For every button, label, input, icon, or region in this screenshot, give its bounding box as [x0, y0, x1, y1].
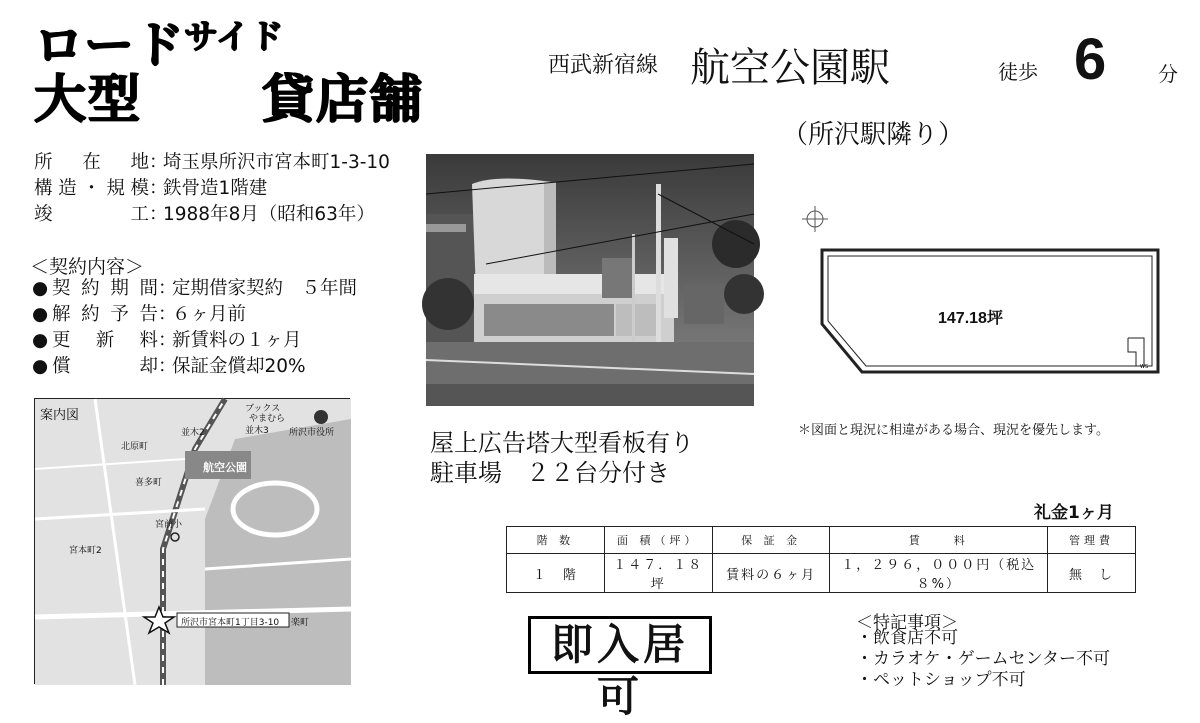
col-deposit-header: 保 証 金 [712, 527, 830, 554]
map-label-namiki3: 並木3 [245, 426, 269, 436]
move-in-stamp: 即入居可 [528, 616, 712, 674]
contract-row: ● 解約予告：６ヶ月前 [32, 302, 357, 328]
map-label-kitanocho: 喜多町 [135, 478, 163, 488]
info-value: 埼玉県所沢市宮本町1-3-10 [163, 152, 390, 173]
map-label-shop-name: やまむら [249, 414, 286, 424]
cell-rent: １，２９６，０００円（税込８%） [830, 554, 1048, 593]
walk-label: 徒歩 [998, 60, 1038, 84]
map-label-miyamotocho2: 宮本町2 [69, 546, 102, 556]
map-title: 案内図 [40, 408, 80, 423]
info-label: 竣工 [34, 204, 149, 225]
walk-minutes: 6 [1074, 27, 1107, 92]
floor-area-label: 147.18坪 [938, 310, 1003, 327]
minutes-unit: 分 [1158, 62, 1178, 86]
station-name: 航空公園駅 [690, 45, 890, 91]
info-value: 1988年8月（昭和63年） [163, 204, 375, 225]
list-item: ・カラオケ・ゲームセンター不可 [856, 649, 1110, 669]
info-row-structure: 構造・規模：鉄骨造1階建 [34, 176, 390, 202]
contract-list [32, 276, 357, 380]
cell-mgmt-fee: 無 し [1048, 554, 1136, 593]
map-label-shop: ブックス [245, 404, 281, 414]
feature-parking: 駐車場 ２２台分付き [430, 459, 670, 487]
train-line: 西武新宿線 [548, 53, 659, 78]
contract-label: 更新料 [52, 330, 158, 351]
location-map [34, 398, 350, 684]
contract-label: 償却 [52, 356, 158, 377]
building-photo [426, 154, 754, 406]
contract-value: 保証金償却20% [172, 356, 306, 377]
info-label: 所在地 [34, 152, 149, 173]
bullet-icon: ● [32, 278, 49, 299]
col-area-header: 面 積（坪） [604, 527, 712, 554]
contract-row: ● 償却：保証金償却20% [32, 354, 357, 380]
info-label: 構造・規模 [34, 178, 149, 199]
col-rent-header: 賃 料 [830, 527, 1048, 554]
nearby-station-note: （所沢駅隣り） [782, 120, 965, 150]
cell-floor: １ 階 [507, 554, 605, 593]
info-row-location: 所在地：埼玉県所沢市宮本町1-3-10 [34, 150, 390, 176]
bullet-icon: ● [32, 304, 49, 325]
contract-row: ● 契約期間：定期借家契約 ５年間 [32, 276, 357, 302]
table-row [507, 554, 1136, 593]
headline-roadside-small: サイド [184, 17, 284, 57]
building-photo-image [426, 154, 754, 406]
map-label-namiki2: 並木2 [181, 428, 205, 438]
special-notes-list [856, 628, 1110, 691]
contract-label: 解約予告 [52, 304, 158, 325]
compass-icon [800, 204, 830, 238]
list-item: ・飲食店不可 [856, 628, 958, 648]
special-notes-heading: ＜特記事項＞ [856, 613, 958, 633]
feature-billboard: 屋上広告塔大型看板有り [430, 429, 694, 457]
contract-label: 契約期間 [52, 278, 158, 299]
contract-heading: ＜契約内容＞ [30, 256, 145, 278]
map-label-kitaharacho: 北原町 [121, 442, 149, 452]
contract-value: 新賃料の１ヶ月 [172, 330, 302, 351]
bullet-icon: ● [32, 356, 49, 377]
info-row-completion: 竣工：1988年8月（昭和63年） [34, 202, 390, 228]
list-item: ・ペットショップ不可 [856, 670, 1026, 690]
ws-label: WS [1140, 364, 1149, 370]
map-drawing [35, 399, 351, 685]
map-label-hanazono: 楽町 [291, 618, 310, 628]
headline-rental-shop: 貸店舗 [262, 70, 425, 130]
map-label-station: 航空公園 [203, 461, 247, 474]
cell-area: １４７．１８ 坪 [604, 554, 712, 593]
map-label-school: 宮前小 [155, 520, 183, 530]
map-label-address: 所沢市宮本町1丁目3-10 [181, 618, 280, 628]
contract-value: 定期借家契約 ５年間 [172, 278, 358, 299]
contract-row: ● 更新料：新賃料の１ヶ月 [32, 328, 357, 354]
table-header-row [507, 527, 1136, 554]
cell-deposit: 賃料の６ヶ月 [712, 554, 830, 593]
map-label-cityhall: 所沢市役所 [289, 428, 335, 438]
headline-roadside-big: ロード [34, 16, 184, 74]
contract-value: ６ヶ月前 [172, 304, 247, 325]
rent-table [506, 526, 1136, 593]
key-money: 礼金1ヶ月 [1034, 503, 1114, 523]
col-mgmt-header: 管理費 [1048, 527, 1136, 554]
headline-large: 大型 [34, 70, 143, 130]
headline-line-1 [34, 16, 284, 74]
bullet-icon: ● [32, 330, 49, 351]
property-info [34, 150, 390, 228]
info-value: 鉄骨造1階建 [163, 178, 268, 199]
col-floor-header: 階 数 [507, 527, 605, 554]
floor-plan-note: ＊図面と現況に相違がある場合、現況を優先します。 [798, 423, 1109, 438]
